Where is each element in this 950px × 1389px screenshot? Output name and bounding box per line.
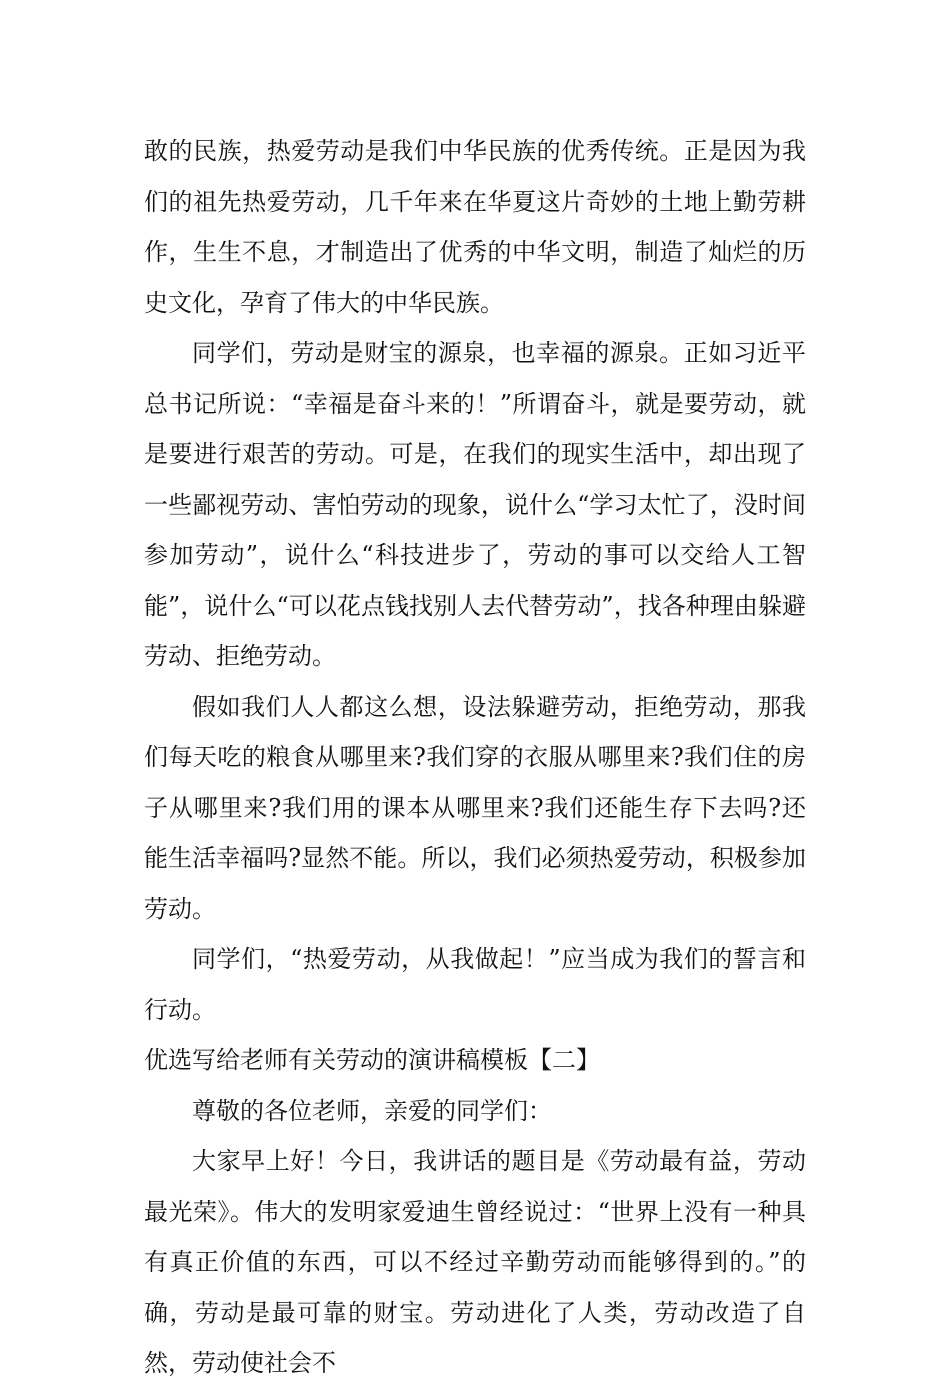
paragraph-labor-source-of-wealth: 同学们，劳动是财宝的源泉，也幸福的源泉。正如习近平总书记所说：“幸福是奋斗来的！”所谓奋斗，就是要劳动，就是要进行艰苦的劳动。可是，在我们的现实生活中，却出现了一些鄙视劳动、害怕劳动的现象，说什么“学习太忙了，没时间参加劳动”，说什么“科技进步了，劳动的事可以交给人工智能”，说什么“可以花点钱找别人去代替劳动”，找各种理由躲避劳动、拒绝劳动。 xyxy=(144,339,806,670)
paragraph-continued: 敢的民族，热爱劳动是我们中华民族的优秀传统。正是因为我们的祖先热爱劳动，几千年来在华夏这片奇妙的土地上勤劳耕作，生生不息，才制造出了优秀的中华文明，制造了灿烂的历史文化，孕育了伟大的中华民族。 xyxy=(144,137,806,317)
paragraph-speech-opening: 大家早上好！今日，我讲话的题目是《劳动最有益，劳动最光荣》。伟大的发明家爱迪生曾经说过：“世界上没有一种具有真正价值的东西，可以不经过辛勤劳动而能够得到的。”的确，劳动是最可靠的财宝。劳动进化了人类，劳动改造了自然，劳动使社会不 xyxy=(144,1147,806,1377)
paragraph-if-everyone-avoids-labor: 假如我们人人都这么想，设法躲避劳动，拒绝劳动，那我们每天吃的粮食从哪里来?我们穿的衣服从哪里来?我们住的房子从哪里来?我们用的课本从哪里来?我们还能生存下去吗?还能生活幸福吗?显然不能。所以，我们必须热爱劳动，积极参加劳动。 xyxy=(144,692,806,923)
salutation: 尊敬的各位老师，亲爱的同学们： xyxy=(192,1096,552,1125)
paragraph-vow: 同学们，“热爱劳动，从我做起！”应当成为我们的誓言和行动。 xyxy=(144,945,806,1024)
document-body xyxy=(144,126,806,1389)
section-heading: 优选写给老师有关劳动的演讲稿模板【二】 xyxy=(144,1046,600,1074)
